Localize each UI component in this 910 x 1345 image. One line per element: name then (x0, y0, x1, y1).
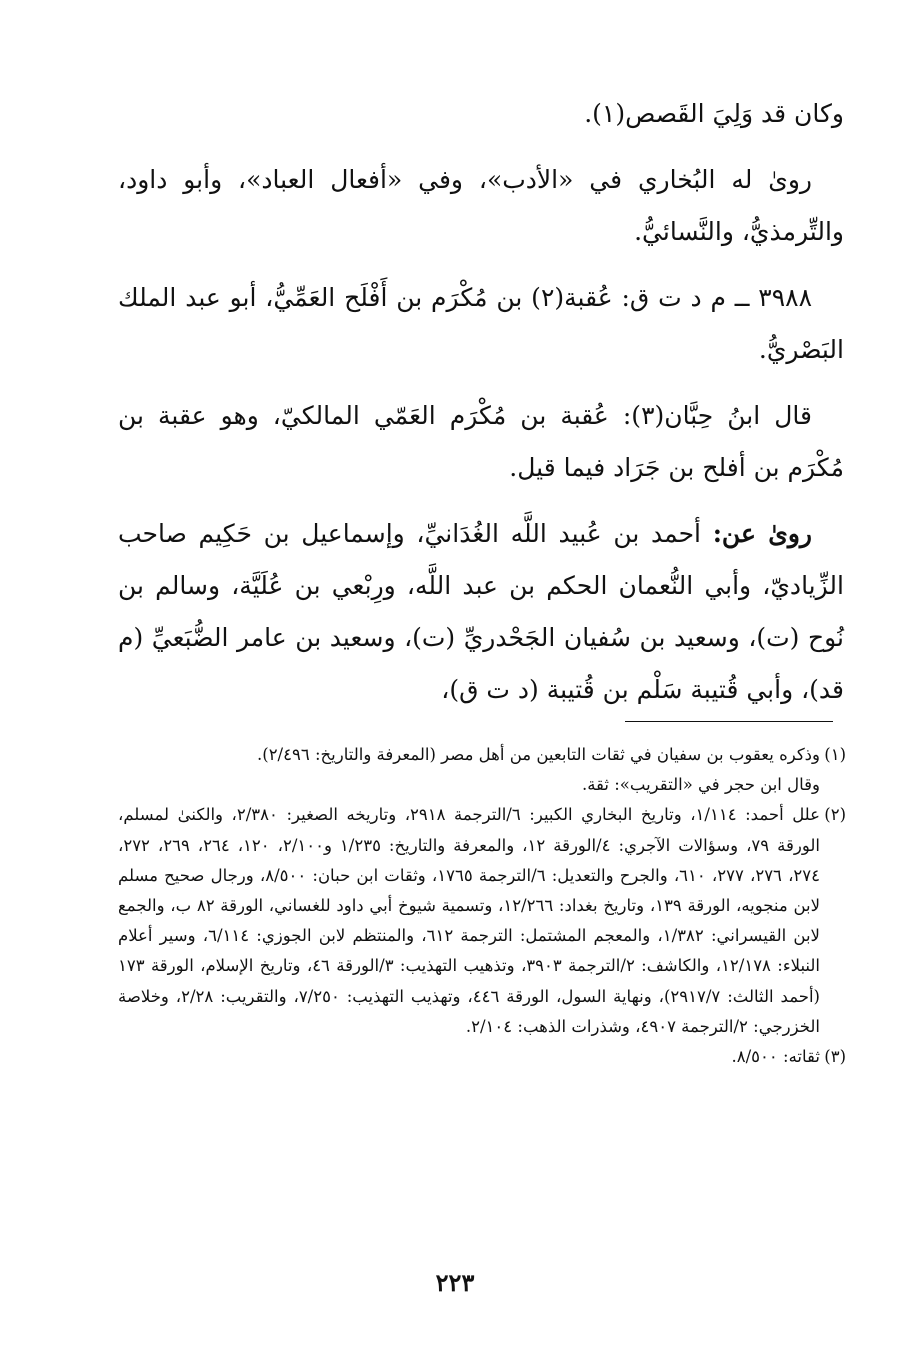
footnote-line: ثقاته: ٨/٥٠٠. (731, 1047, 820, 1067)
footnote-body (118, 740, 820, 800)
page-number: ٢٢٣ (435, 1268, 475, 1297)
footnote-2 (118, 800, 846, 1042)
paragraph-qasas: وكان قد وَلِيَ القَصص(١). (584, 99, 844, 128)
main-text (118, 88, 844, 730)
entry-heading: ٣٩٨٨ ــ م د ت ق: عُقبة(٢) بن مُكْرَم بن أَفْلَح العَمِّيُّ، أبو عبد الملك البَصْريُّ. (118, 283, 844, 364)
footnote-line: وقال ابن حجر في «التقريب»: ثقة. (581, 775, 820, 795)
footnote-number: (١) (824, 745, 846, 764)
footnote-separator (625, 721, 833, 722)
narrated-from-list: أحمد بن عُبيد اللَّه الغُدَانيِّ، وإسماعيل بن حَكِيم صاحب الزِّياديّ، وأبي النُّعمان الحكم بن عبد اللَّه، ورِبْعي بن عُلَيَّة، وسالم بن نُوح (ت)، وسعيد بن سُفيان الجَحْدريِّ (ت)، وسعيد بن عامر الضُّبَعيِّ (م قد)، وأبي قُتيبة سَلْم بن قُتيبة (د ت ق)، (118, 519, 844, 704)
footnote-body (118, 1042, 820, 1072)
footnote-line: علل أحمد: ١/١١٤، وتاريخ البخاري الكبير: ٦/الترجمة ٢٩١٨، وتاريخه الصغير: ٢/٣٨٠، والكنىٰ لمسلم، الورقة ٧٩، وسؤالات الآجري: ٤/الورقة ١٢، والمعرفة والتاريخ: ١/٢٣٥ و٢/١٠٠، ١٢٠، ٢٦٤، ٢٦٩، ٢٧٢، ٢٧٤، ٢٧٦، ٢٧٧، ٦١٠، والجرح والتعديل: ٦/الترجمة ١٧٦٥، وثقات ابن حبان: ٨/٥٠٠، ورجال صحيح مسلم لابن منجويه، الورقة ١٣٩، وتاريخ بغداد: ١٢/٢٦٦، وتسمية شيوخ أبي داود للغساني، الورقة ٨٢ ب، والجمع لابن القيسراني: ١/٣٨٢، والمعجم المشتمل: الترجمة ٦١٢، والمنتظم لابن الجوزي: ٦/١١٤، وسير أعلام النبلاء: ١٢/١٧٨، والكاشف: ٢/الترجمة ٣٩٠٣، وتذهيب التهذيب: ٣/الورقة ٤٦، وتاريخ الإسلام، الورقة ١٧٣ (أحمد الثالث: ٢٩١٧/٧)، ونهاية السول، الورقة ٤٤٦، وتهذيب التهذيب: ٧/٢٥٠، والتقريب: ٢/٢٨، وخلاصة الخزرجي: ٢/الترجمة ٤٩٠٧، وشذرات الذهب: ٢/١٠٤. (118, 805, 821, 1036)
footnote-3 (118, 1042, 846, 1072)
footnote-number: (٣) (824, 1047, 846, 1067)
footnote-1 (118, 740, 846, 800)
narrated-from-label: روىٰ عن: (712, 519, 813, 548)
footnote-number: (٢) (824, 805, 846, 825)
paragraph-narrators: روىٰ له البُخاري في «الأدب»، وفي «أفعال العباد»، وأبو داود، والتِّرمذيُّ، والنَّسائيُّ. (118, 165, 844, 246)
footnote-line: وذكره يعقوب بن سفيان في ثقات التابعين من أهل مصر (المعرفة والتاريخ: ٢/٤٩٦). (257, 745, 820, 764)
footnote-body (118, 800, 820, 1042)
paragraph-narrated-from (118, 508, 844, 716)
paragraph-ibn-hibban: قال ابنُ حِبَّان(٣): عُقبة بن مُكْرَم العَمّي المالكيّ، وهو عقبة بن مُكْرَم بن أفلح بن جَرَاد فيما قيل. (118, 401, 844, 482)
footnotes (118, 740, 846, 1072)
